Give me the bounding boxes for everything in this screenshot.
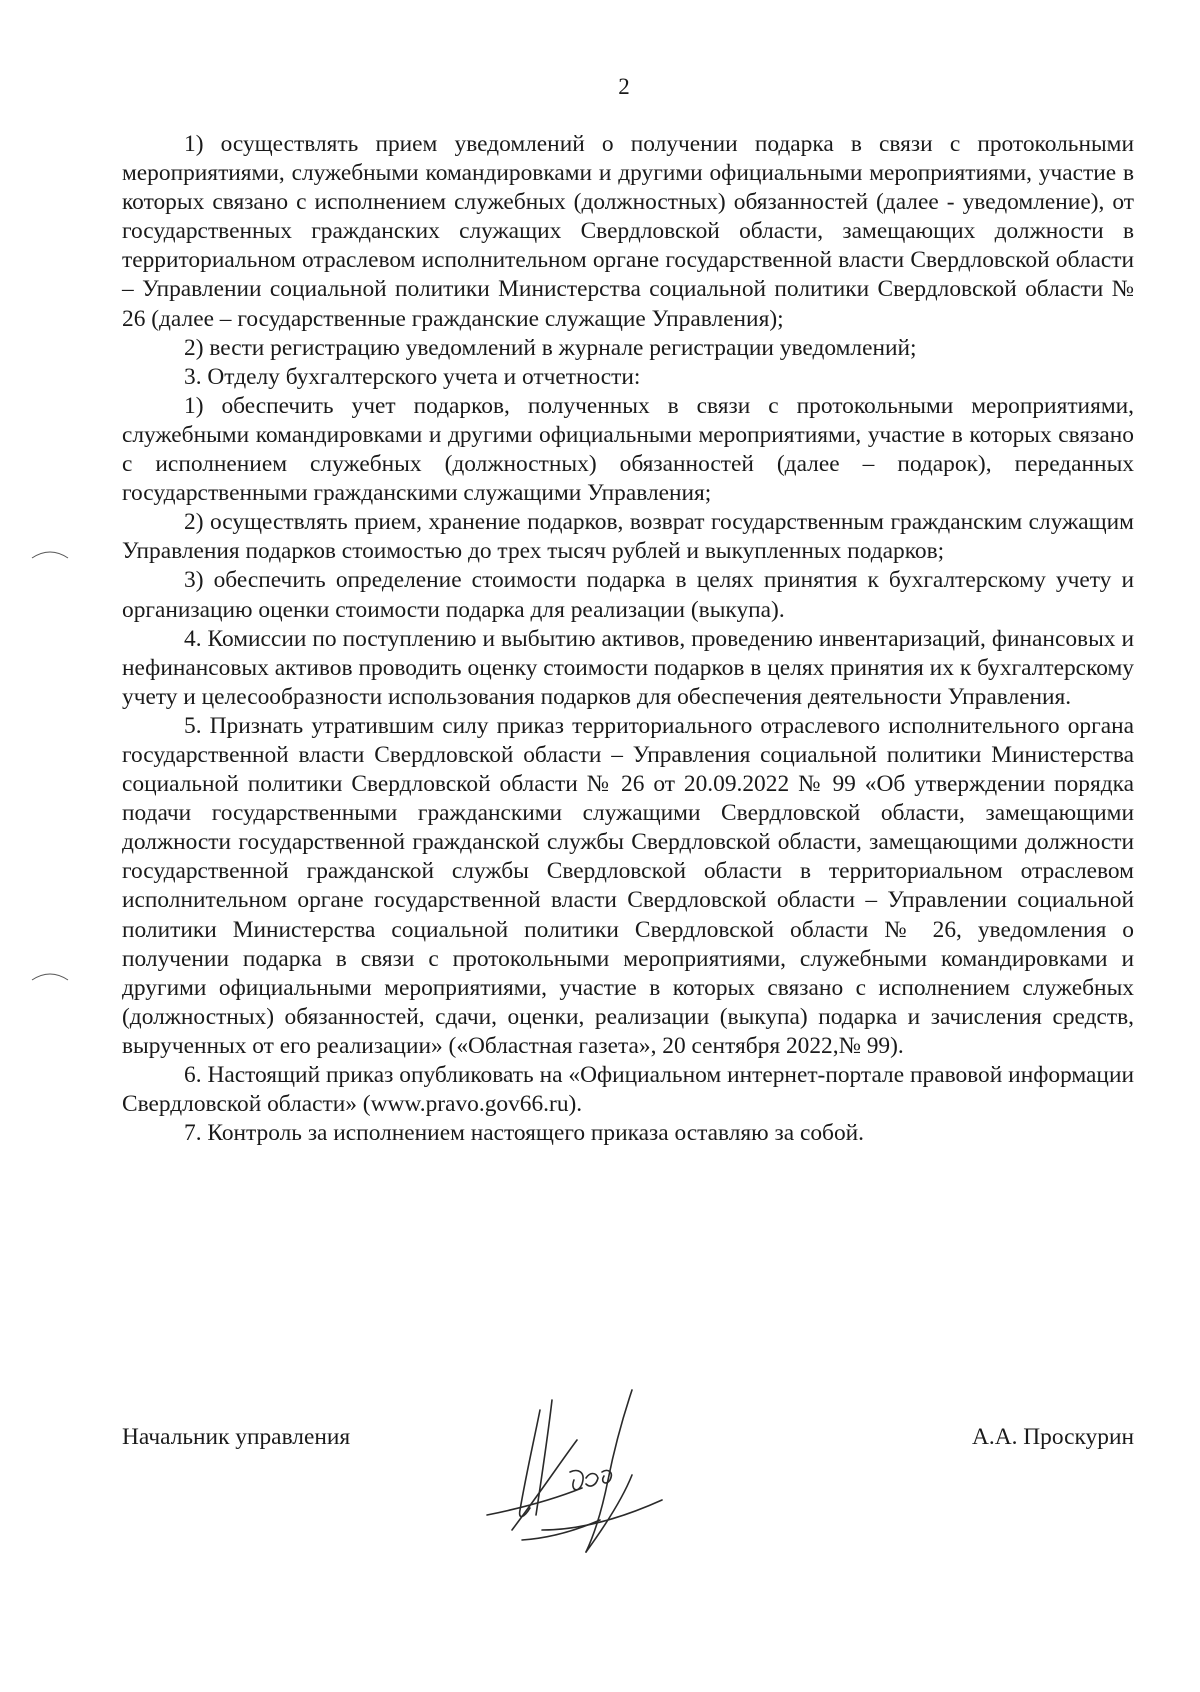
scan-artifact <box>30 548 70 562</box>
paragraph: 5. Признать утратившим силу приказ территориального отраслевого исполнительного органа государственной власти Свердловской области – Управления социальной политики Министерства социальной политики Свердловской области № 26 от 20.09.2022 № 99 «Об утверждении порядка подачи государственными гражданскими служащими Свердловской области, замещающими должности государственной гражданской службы Свердловской области, замещающими должности государственной гражданской службы Свердловской области в территориальном отраслевом исполнительном органе государственной власти Свердловской области – Управлении социальной политики Министерства социальной политики Свердловской области № 26, уведомления о получении подарка в связи с протокольными мероприятиями, служебными командировками и другими официальными мероприятиями, участие в которых связано с исполнением служебных (должностных) обязанностей, сдачи, оценки, реализации (выкупа) подарка и зачисления средств, вырученных от его реализации» («Областная газета», 20 сентября 2022,№ 99). <box>122 712 1134 1059</box>
page-number: 2 <box>618 74 630 99</box>
document-body <box>122 130 1134 1148</box>
paragraph: 2) вести регистрацию уведомлений в журнале регистрации уведомлений; <box>184 334 917 361</box>
paragraph: 1) осуществлять прием уведомлений о получении подарка в связи с протокольными мероприятиями, служебными командировками и другими официальными мероприятиями, участие в которых связано с исполнением служебных (должностных) обязанностей (далее - уведомление), от государственных гражданских служащих Свердловской области, замещающих должности в территориальном отраслевом исполнительном органе государственной власти Свердловской области – Управлении социальной политики Министерства социальной политики Свердловской области № 26 (далее – государственные гражданские служащие Управления); <box>122 131 1134 332</box>
signatory-name: А.А. Проскурин <box>971 1424 1134 1450</box>
paragraph: 1) обеспечить учет подарков, полученных в связи с протокольными мероприятиями, служебными командировками и другими официальными мероприятиями, участие в которых связано с исполнением служебных (должностных) обязанностей (далее – подарок), переданных государственными гражданскими служащими Управления; <box>122 392 1134 507</box>
paragraph: 4. Комиссии по поступлению и выбытию активов, проведению инвентаризаций, финансовых и нефинансовых активов проводить оценку стоимости подарков в целях принятия их к бухгалтерскому учету и целесообразности использования подарков для обеспечения деятельности Управления. <box>122 625 1134 710</box>
signatory-position: Начальник управления <box>122 1424 351 1450</box>
signature-block <box>122 1424 1134 1624</box>
paragraph: 3) обеспечить определение стоимости подарка в целях принятия к бухгалтерскому учету и организацию оценки стоимости подарка для реализации (выкупа). <box>122 567 1134 623</box>
scan-artifact <box>30 970 70 984</box>
paragraph: 6. Настоящий приказ опубликовать на «Официальном интернет-портале правовой информации Свердловской области» (www.pravo.gov66.ru). <box>122 1062 1134 1118</box>
paragraph: 7. Контроль за исполнением настоящего приказа оставляю за собой. <box>184 1120 865 1147</box>
handwritten-signature <box>482 1380 682 1570</box>
paragraph: 2) осуществлять прием, хранение подарков, возврат государственным гражданским служащим Управления подарков стоимостью до трех тысяч рублей и выкупленных подарков; <box>122 509 1134 565</box>
paragraph: 3. Отделу бухгалтерского учета и отчетности: <box>184 363 641 390</box>
